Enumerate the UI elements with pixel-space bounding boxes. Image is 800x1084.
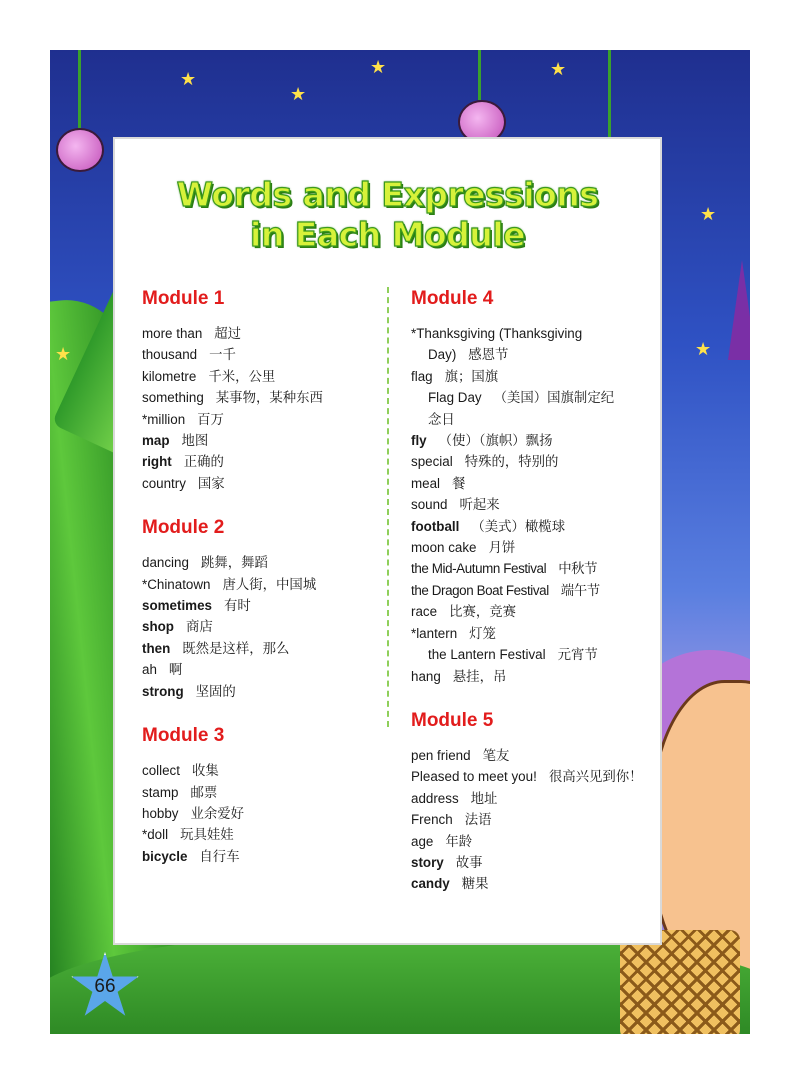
vocab-entry: sound 听起来 [411, 497, 500, 513]
vocab-entry: more than 超过 [142, 326, 242, 341]
vocab-entry: candy 糖果 [411, 876, 489, 892]
vocab-entry: *million 百万 [142, 411, 224, 427]
star-icon: ★ [550, 59, 567, 79]
module-1-section [142, 287, 382, 494]
vocab-entry: race 比赛，竞赛 [411, 604, 517, 620]
module-title: Module 1 [142, 288, 225, 309]
vocab-entry: address 地址 [411, 790, 498, 806]
vocab-entry: *lantern 灯笼 [411, 625, 496, 641]
star-icon: ★ [55, 344, 72, 364]
vocab-entry: ah 啊 [142, 662, 183, 678]
module-title: Module 4 [411, 288, 494, 309]
page-title [115, 175, 660, 255]
vocab-entry: right 正确的 [142, 454, 224, 470]
berry-icon [56, 128, 104, 172]
title-line-1: Words and Expressions [176, 175, 599, 214]
vocab-entry: thousand 一千 [142, 347, 236, 363]
vocab-entry: hobby 业余爱好 [142, 805, 245, 821]
vocab-entry: stamp 邮票 [142, 784, 218, 800]
vocab-entry: fly （使）（旗帜）飘扬 [411, 433, 553, 449]
vocab-entry: hang 悬挂，吊 [411, 668, 507, 684]
vine [478, 50, 481, 100]
star-icon: ★ [695, 339, 712, 359]
page-number: 66 [94, 976, 116, 997]
vocab-entry: 念日 [428, 411, 455, 427]
vocab-entry: age 年龄 [411, 833, 473, 849]
vocab-entry: story 故事 [411, 854, 483, 870]
vocab-entry: meal 餐 [411, 475, 466, 491]
vocab-entry: the Lantern Festival 元宵节 [428, 647, 598, 663]
right-column [411, 287, 656, 917]
vocab-entry: special 特殊的，特别的 [411, 454, 559, 470]
vine [608, 50, 611, 150]
vocab-entry: then 既然是这样，那么 [142, 640, 290, 656]
vocab-entry: football （美式）橄榄球 [411, 518, 566, 534]
star-icon: ★ [700, 204, 717, 224]
vocab-entry: strong 坚固的 [142, 683, 236, 699]
column-divider [387, 287, 389, 727]
vocab-entry: *Thanksgiving (Thanksgiving [411, 326, 583, 341]
module-5-section [411, 709, 656, 895]
vocab-entry: Day) 感恩节 [428, 347, 509, 363]
module-title: Module 2 [142, 517, 225, 539]
vocab-entry: flag 旗；国旗 [411, 368, 499, 384]
vocab-entry: *doll 玩具娃娃 [142, 827, 234, 843]
vocab-entry: dancing 跳舞，舞蹈 [142, 555, 268, 571]
star-icon: ★ [290, 84, 307, 104]
left-column [142, 287, 382, 889]
module-3-section [142, 724, 382, 867]
star-icon: ★ [180, 69, 197, 89]
purple-tower [728, 260, 750, 360]
module-title: Module 3 [142, 725, 225, 747]
title-line-2: in Each Module [250, 215, 525, 254]
vocab-entry: *Chinatown 唐人街，中国城 [142, 576, 317, 592]
vocab-entry: French 法语 [411, 812, 492, 828]
vocab-entry: kilometre 千米，公里 [142, 368, 276, 384]
vocab-entry: the Mid-Autumn Festival 中秋节 [411, 561, 598, 577]
vine [78, 50, 81, 128]
vocab-entry: collect 收集 [142, 763, 219, 779]
module-4-section [411, 287, 656, 687]
vocab-entry: Pleased to meet you! 很高兴见到你！ [411, 769, 643, 785]
module-title: Module 5 [411, 709, 494, 731]
vocab-entry: Flag Day （美国）国旗制定纪 [428, 390, 615, 406]
vocab-entry: country 国家 [142, 475, 225, 491]
vocab-entry: the Dragon Boat Festival 端午节 [411, 582, 600, 598]
woven-basket [620, 930, 740, 1034]
vocab-entry: shop 商店 [142, 619, 213, 635]
vocab-entry: map 地图 [142, 433, 209, 449]
star-icon: ★ [370, 57, 387, 77]
vocab-entry: something 某事物，某种东西 [142, 390, 323, 406]
module-2-section [142, 516, 382, 702]
vocabulary-panel [113, 137, 662, 945]
vocab-entry: moon cake 月饼 [411, 540, 516, 556]
vocab-entry: bicycle 自行车 [142, 848, 240, 864]
vocab-entry: sometimes 有时 [142, 598, 251, 614]
vocab-entry: pen friend 笔友 [411, 747, 510, 763]
